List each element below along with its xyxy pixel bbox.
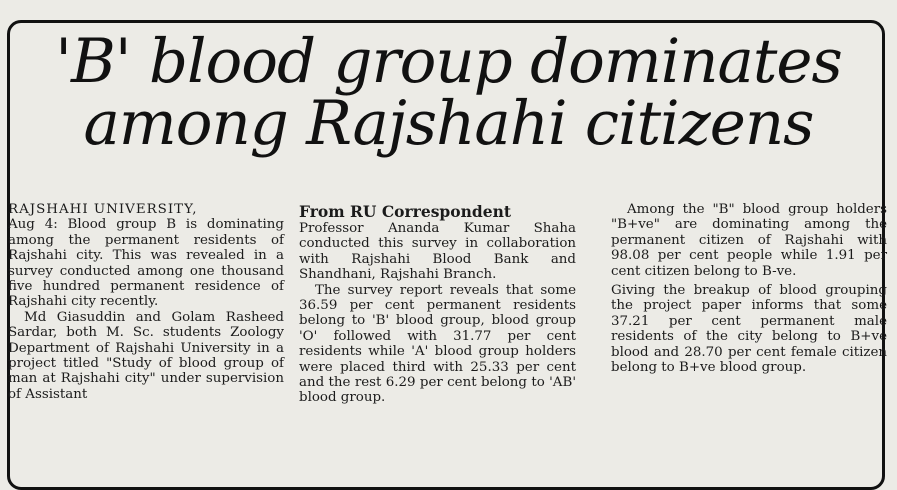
article-column-1 bbox=[8, 202, 284, 402]
column2-paragraph-2: The survey report reveals that some 36.59 per cent permanent residents belong to 'B' blood group, blood group 'O' followed with 31.77 per cent residents while 'A' blood group holders were placed third with 25.33 per cent and the rest 6.29 per cent belong to 'AB' blood group. bbox=[299, 282, 576, 406]
dateline: RAJSHAHI UNIVERSITY, bbox=[8, 202, 198, 217]
column2-paragraph-1: Professor Ananda Kumar Shaha conducted this survey in collaboration with Rajshahi Blood Bank and Shandhani, Rajshahi Branch. bbox=[299, 221, 576, 283]
headline-line-2: among Rajshahi citizens bbox=[83, 88, 814, 159]
article-column-2 bbox=[299, 202, 576, 406]
byline: From RU Correspondent bbox=[299, 202, 511, 221]
column3-paragraph-2: Giving the breakup of blood grouping the project paper informs that some 37.21 per cent permanent male residents of the city belong to B+ve blood and 28.70 per cent female citizen belong to B+ve blood group. bbox=[611, 283, 887, 376]
column1-paragraph-2: Md Giasuddin and Golam Rasheed Sardar, both M. Sc. students Zoology Department of Rajshahi University in a project titled "Study of blood group of man at Rajshahi city" under supervision of Assistant bbox=[8, 309, 284, 402]
headline bbox=[0, 26, 897, 159]
headline-line-1: 'B' blood group dominates bbox=[55, 26, 842, 97]
column1-paragraph-1: Aug 4: Blood group B is dominating among the permanent residents of Rajshahi city. This was revealed in a survey conducted among one thousand five hundred permanent residence of Rajshahi city recently. bbox=[8, 217, 284, 310]
article-column-3 bbox=[611, 202, 887, 375]
column3-paragraph-1: Among the "B" blood group holders "B+ve" are dominating among the permanent citizen of Rajshahi with 98.08 per cent people while 1.91 per cent citizen belong to B-ve. bbox=[611, 202, 887, 279]
